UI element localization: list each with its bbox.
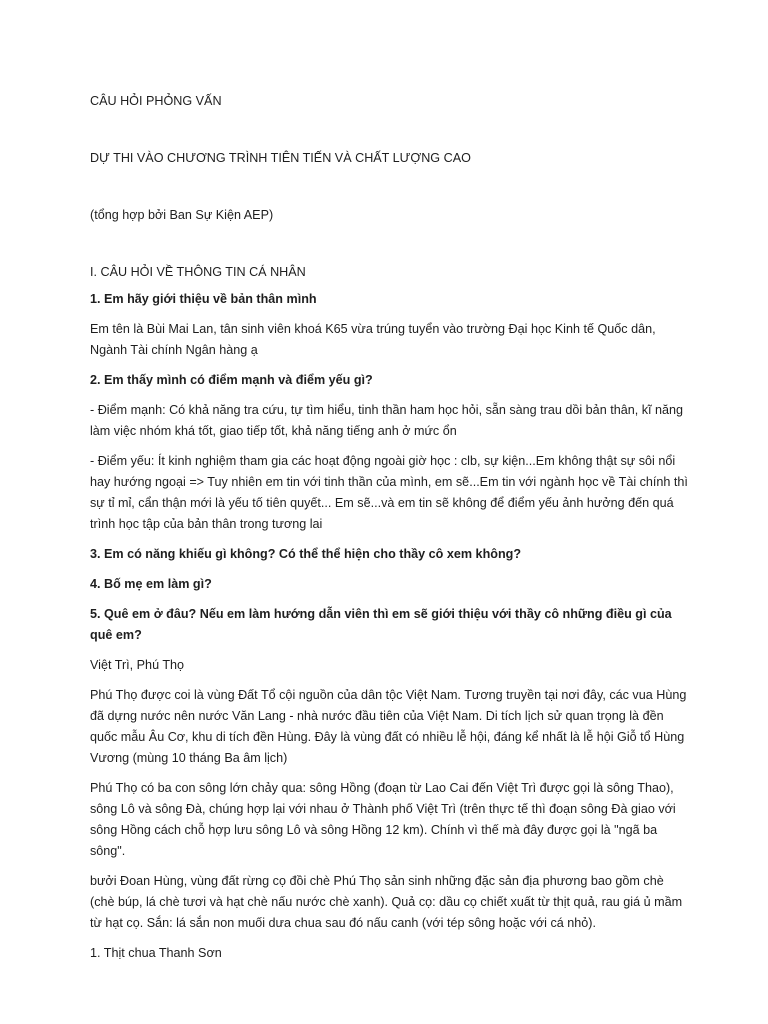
question-2: 2. Em thấy mình có điểm mạnh và điểm yếu gì? (90, 373, 373, 387)
document-page (90, 91, 690, 973)
section-title: I. CÂU HỎI VỀ THÔNG TIN CÁ NHÂN (90, 265, 306, 279)
compiled-by-note: (tổng hợp bởi Ban Sự Kiện AEP) (90, 208, 274, 222)
answer-2-strengths: - Điểm mạnh: Có khả năng tra cứu, tự tìm hiểu, tinh thần ham học hỏi, sẵn sàng trau dồi bản thân, kĩ năng làm việc nhóm khá tốt, giao tiếp tốt, khả năng tiếng anh ở mức ổn (90, 403, 684, 438)
question-1: 1. Em hãy giới thiệu về bản thân mình (90, 292, 317, 306)
answer-2-weaknesses: - Điểm yếu: Ít kinh nghiệm tham gia các hoạt động ngoài giờ học : clb, sự kiện...Em không thật sự sôi nổi hay hướng ngoại => Tuy nhiên em tin với tinh thần của mình, em sẽ...Em tin với ngành học về Tài chính thì sự tỉ mỉ, cẩn thận mới là yếu tố tiên quyết... Em sẽ...và em tin sẽ không để điểm yếu ảnh hưởng đến quá trình học tập của bản thân trong tương lai (90, 454, 688, 531)
answer-5-rivers: Phú Thọ có ba con sông lớn chảy qua: sông Hồng (đoạn từ Lao Cai đến Việt Trì được gọi là sông Thao), sông Lô và sông Đà, chúng hợp lại với nhau ở Thành phố Việt Trì (trên thực tế thì đoạn sông Đà giao với sông Hồng cách chỗ hợp lưu sông Lô và sông Hồng 12 km). Chính vì thế mà đây được gọi là "ngã ba sông". (90, 781, 676, 858)
answer-1: Em tên là Bùi Mai Lan, tân sinh viên khoá K65 vừa trúng tuyển vào trường Đại học Kinh tế Quốc dân, Ngành Tài chính Ngân hàng ạ (90, 322, 656, 357)
answer-5-item-1: 1. Thịt chua Thanh Sơn (90, 946, 222, 960)
question-3: 3. Em có năng khiếu gì không? Có thể thể hiện cho thầy cô xem không? (90, 547, 522, 561)
answer-5-specialties: bưởi Đoan Hùng, vùng đất rừng cọ đồi chè Phú Thọ sản sinh những đặc sản địa phương bao gồm chè (chè búp, lá chè tươi và hạt chè nấu nước chè xanh). Quả cọ: dầu cọ chiết xuất từ thịt quả, rau giá ủ mầm từ hạt cọ. Sắn: lá sắn non muối dưa chua sau đó nấu canh (với tép sông hoặc với cá nhỏ). (90, 874, 683, 930)
question-5: 5. Quê em ở đâu? Nếu em làm hướng dẫn viên thì em sẽ giới thiệu với thầy cô những điều gì của quê em? (90, 607, 672, 642)
question-4: 4. Bố mẹ em làm gì? (90, 577, 212, 591)
answer-5-place: Việt Trì, Phú Thọ (90, 658, 185, 672)
document-title: CÂU HỎI PHỎNG VẤN (90, 94, 222, 108)
answer-5-history: Phú Thọ được coi là vùng Đất Tổ cội nguồn của dân tộc Việt Nam. Tương truyền tại nơi đây, các vua Hùng đã dựng nước nên nước Văn Lang - nhà nước đầu tiên của Việt Nam. Di tích lịch sử quan trọng là đền quốc mẫu Âu Cơ, khu di tích đền Hùng. Đây là vùng đất có nhiều lễ hội, đáng kể nhất là lễ hội Giỗ tổ Hùng Vương (mùng 10 tháng Ba âm lịch) (90, 688, 687, 765)
document-subtitle: DỰ THI VÀO CHƯƠNG TRÌNH TIÊN TIẾN VÀ CHẤT LƯỢNG CAO (90, 151, 471, 165)
